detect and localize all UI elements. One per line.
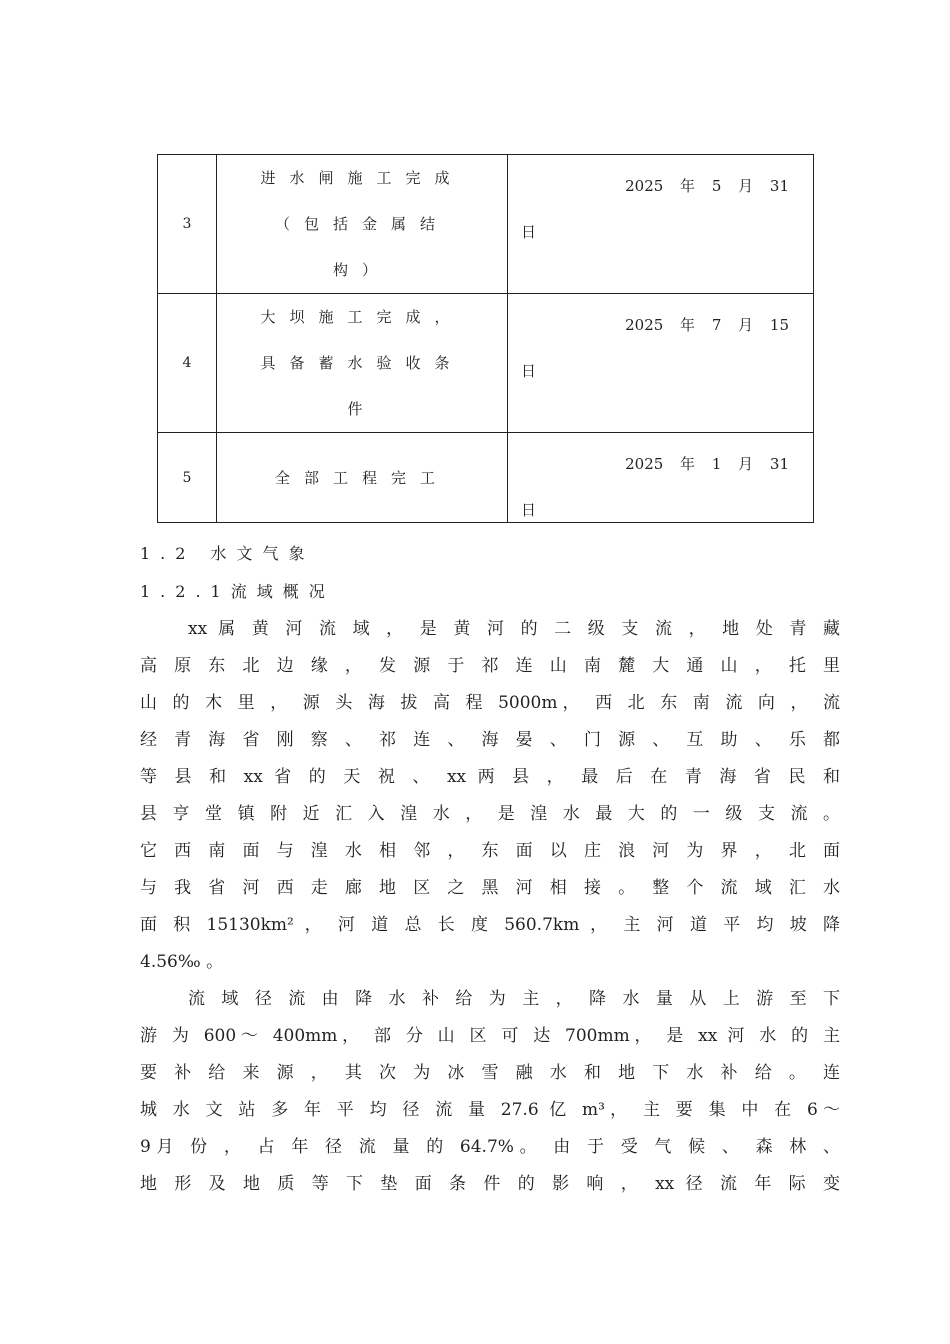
- milestone-description: 进水闸施工完成 （包括金属结 构）: [217, 155, 508, 294]
- row-number: 5: [158, 433, 217, 523]
- section-heading: 1.2 水文气象: [140, 544, 315, 563]
- table-row: [158, 433, 814, 523]
- milestone-date: 2025 年 5 月 31 日: [508, 155, 814, 294]
- table-row: [158, 155, 814, 294]
- milestone-description: 全部工程完工: [217, 433, 508, 523]
- paragraph-basin-overview: xx 属 黄 河 流 域 ， 是 黄 河 的 二 级 支 流 ， 地 处 青 藏 高 原 东 北 边 缘 ， 发 源 于 祁 连 山 南 麓 大 通 山 ， 托 里 山 的 木 里 ， 源 头 海 拔 高 程 5000m， 西 北 东 南 流 向 ， 流 经 青 海 省 刚 察 、 祁 连 、 海 晏 、 门 源 、 互 助 、 乐 都 等 县 和 xx 省 的 天 祝 、 xx 两 县 ， 最 后 在 青 海 省 民 和 县 亨 堂 镇 附 近 汇 入 湟 水 ， 是 湟 水 最 大 的 一 级 支 流 。 它 西 南 面 与 湟 水 相 邻 ， 东 面 以 庄 浪 河 为 界 ， 北 面 与 我 省 河 西 走 廊 地 区 之 黑 河 相 接 。 整 个 流 域 汇 水 面 积 15130km² ， 河 道 总 长 度 560.7km ， 主 河 道 平 均 坡 降 4.56‰ 。: [140, 619, 840, 972]
- milestone-date: 2025 年 7 月 15 日: [508, 294, 814, 433]
- schedule-table: [157, 154, 814, 523]
- row-number: 3: [158, 155, 217, 294]
- row-number: 4: [158, 294, 217, 433]
- milestone-description: 大坝施工完成， 具备蓄水验收条 件: [217, 294, 508, 433]
- milestone-date: 2025 年 1 月 31 日: [508, 433, 814, 523]
- subsection-heading: 1.2.1流域概况: [140, 582, 335, 601]
- paragraph-runoff: 流 域 径 流 由 降 水 补 给 为 主 ， 降 水 量 从 上 游 至 下 游 为 600～ 400mm， 部 分 山 区 可 达 700mm， 是 xx 河 水 的 主 要 补 给 来 源 ， 其 次 为 冰 雪 融 水 和 地 下 水 补 给 。 连 城 水 文 站 多 年 平 均 径 流 量 27.6 亿 m³， 主 要 集 中 在 6～ 9月 份 ， 占 年 径 流 量 的 64.7%。 由 于 受 气 候 、 森 林 、 地 形 及 地 质 等 下 垫 面 条 件 的 影 响 ， xx 径 流 年 际 变: [140, 989, 841, 1194]
- table-row: [158, 294, 814, 433]
